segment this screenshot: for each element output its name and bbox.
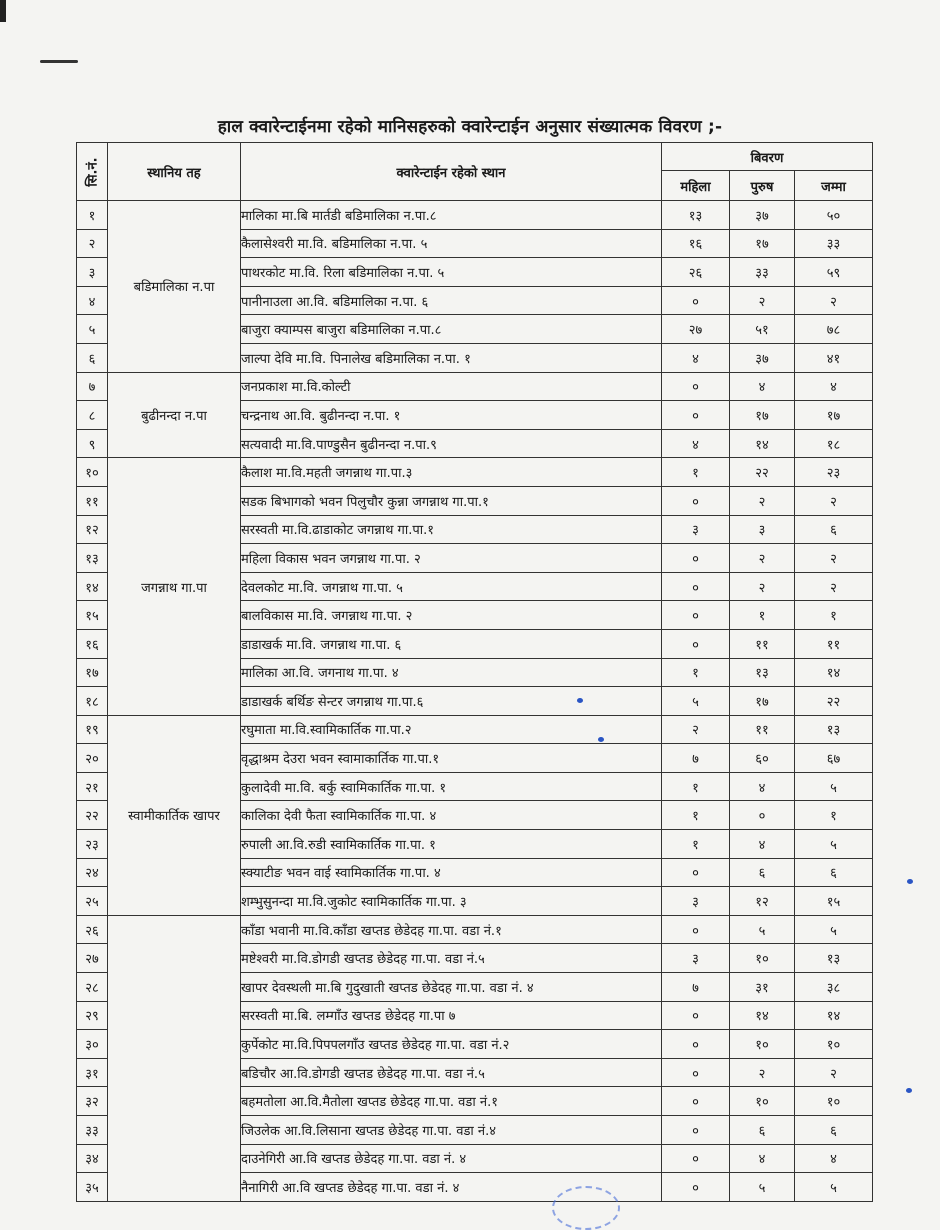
female-count: ०: [662, 1144, 730, 1173]
female-count: १: [662, 658, 730, 687]
serial-number: २९: [77, 1001, 108, 1030]
female-count: १: [662, 830, 730, 859]
female-count: ०: [662, 601, 730, 630]
quarantine-location: चन्द्रनाथ आ.वि. बुढीनन्दा न.पा. १: [241, 401, 662, 430]
local-level-cell: [108, 915, 241, 1201]
quarantine-location: डाडाखर्क मा.वि. जगन्नाथ गा.पा. ६: [241, 629, 662, 658]
female-count: ०: [662, 544, 730, 573]
quarantine-location: कुर्पेकोट मा.वि.पिपपलगाँउ खप्तड छेडेदह गा.पा. वडा नं.२: [241, 1030, 662, 1059]
female-count: ०: [662, 401, 730, 430]
total-count: ४: [795, 1144, 873, 1173]
male-count: २: [730, 486, 795, 515]
serial-number: ११: [77, 486, 108, 515]
table-row: [77, 715, 873, 744]
total-count: ५: [795, 915, 873, 944]
male-count: २: [730, 286, 795, 315]
quarantine-location: काँडा भवानी मा.वि.काँडा खप्तड छेडेदह गा.पा. वडा नं.१: [241, 915, 662, 944]
pen-mark: [907, 879, 913, 884]
serial-number: २५: [77, 887, 108, 916]
quarantine-location: सरस्वती मा.वि.ढाडाकोट जगन्नाथ गा.पा.१: [241, 515, 662, 544]
quarantine-location: जिउलेक आ.वि.लिसाना खप्तड छेडेदह गा.पा. वडा नं.४: [241, 1116, 662, 1145]
serial-number: ३०: [77, 1030, 108, 1059]
total-count: १: [795, 601, 873, 630]
total-count: ५: [795, 830, 873, 859]
male-count: १०: [730, 1087, 795, 1116]
female-count: ०: [662, 1116, 730, 1145]
female-count: २: [662, 715, 730, 744]
table-row: [77, 458, 873, 487]
serial-number: २७: [77, 944, 108, 973]
total-count: १७: [795, 401, 873, 430]
male-count: ५: [730, 1173, 795, 1202]
female-count: ०: [662, 1030, 730, 1059]
quarantine-location: पानीनाउला आ.वि. बडिमालिका न.पा. ६: [241, 286, 662, 315]
male-count: १३: [730, 658, 795, 687]
total-count: ४१: [795, 343, 873, 372]
serial-number: ८: [77, 401, 108, 430]
male-count: ४: [730, 772, 795, 801]
male-count: १०: [730, 944, 795, 973]
pen-dash-mark: [40, 60, 78, 63]
total-count: २२: [795, 687, 873, 716]
male-count: २: [730, 544, 795, 573]
serial-number: १८: [77, 687, 108, 716]
quarantine-location: रघुमाता मा.वि.स्वामिकार्तिक गा.पा.२: [241, 715, 662, 744]
location-header: क्वारेन्टाईन रहेको स्थान: [241, 143, 662, 201]
serial-number: १०: [77, 458, 108, 487]
female-count: ०: [662, 486, 730, 515]
total-count: १५: [795, 887, 873, 916]
total-count: १०: [795, 1030, 873, 1059]
total-count: ५०: [795, 201, 873, 230]
serial-number: ४: [77, 286, 108, 315]
quarantine-location: बालविकास मा.वि. जगन्नाथ गा.पा. २: [241, 601, 662, 630]
male-count: १७: [730, 687, 795, 716]
female-count: ४: [662, 343, 730, 372]
male-count: १७: [730, 229, 795, 258]
serial-number: ३: [77, 258, 108, 287]
female-count: ०: [662, 372, 730, 401]
office-stamp: [552, 1186, 620, 1230]
serial-number: १५: [77, 601, 108, 630]
serial-number: २: [77, 229, 108, 258]
quarantine-location: सडक बिभागको भवन पिलुचौर कुन्ना जगन्नाथ गा.पा.१: [241, 486, 662, 515]
total-count: ५९: [795, 258, 873, 287]
serial-number: १४: [77, 572, 108, 601]
serial-number: १: [77, 201, 108, 230]
total-count: ७८: [795, 315, 873, 344]
male-count: ४: [730, 1144, 795, 1173]
serial-number: ७: [77, 372, 108, 401]
pen-mark: [906, 1088, 912, 1093]
serial-number: २१: [77, 772, 108, 801]
local-level-cell: जगन्नाथ गा.पा: [108, 458, 241, 715]
female-count: १६: [662, 229, 730, 258]
male-count: ०: [730, 801, 795, 830]
total-count: ११: [795, 629, 873, 658]
quarantine-location: मालिका आ.वि. जगनाथ गा.पा. ४: [241, 658, 662, 687]
total-count: ५: [795, 1173, 873, 1202]
male-count: ११: [730, 715, 795, 744]
total-count: १८: [795, 429, 873, 458]
local-level-cell: स्वामीकार्तिक खापर: [108, 715, 241, 915]
total-count: ४: [795, 372, 873, 401]
male-count: ११: [730, 629, 795, 658]
page-title: हाल क्वारेन्टाईनमा रहेको मानिसहरुको क्वारेन्टाईन अनुसार संख्यात्मक विवरण ;-: [217, 117, 723, 137]
total-count: २३: [795, 458, 873, 487]
local-level-header: स्थानिय तह: [108, 143, 241, 201]
female-count: २६: [662, 258, 730, 287]
total-count: १३: [795, 715, 873, 744]
serial-number: २३: [77, 830, 108, 859]
total-count: १: [795, 801, 873, 830]
serial-number: ३२: [77, 1087, 108, 1116]
quarantine-location: सरस्वती मा.बि. लम्गाँउ खप्तड छेडेदह गा.पा ७: [241, 1001, 662, 1030]
quarantine-location: कालिका देवी फैता स्वामिकार्तिक गा.पा. ४: [241, 801, 662, 830]
total-count: १४: [795, 658, 873, 687]
total-count: ५: [795, 772, 873, 801]
local-level-cell: बुढीनन्दा न.पा: [108, 372, 241, 458]
quarantine-location: कैलासेश्वरी मा.वि. बडिमालिका न.पा. ५: [241, 229, 662, 258]
serial-number: १३: [77, 544, 108, 573]
quarantine-location: वृद्धाश्रम देउरा भवन स्वामाकार्तिक गा.पा.१: [241, 744, 662, 773]
total-count: २: [795, 544, 873, 573]
total-header: जम्मा: [795, 171, 873, 201]
total-count: २: [795, 572, 873, 601]
female-count: ०: [662, 1058, 730, 1087]
serial-number: २२: [77, 801, 108, 830]
female-count: ७: [662, 744, 730, 773]
quarantine-location: खापर देवस्थली मा.बि गुदुखाती खप्तड छेडेदह गा.पा. वडा नं. ४: [241, 973, 662, 1002]
male-count: २: [730, 1058, 795, 1087]
total-count: १०: [795, 1087, 873, 1116]
quarantine-location: बाजुरा क्याम्पस बाजुरा बडिमालिका न.पा.८: [241, 315, 662, 344]
total-count: ३३: [795, 229, 873, 258]
serial-number: १९: [77, 715, 108, 744]
female-count: ०: [662, 572, 730, 601]
total-count: ६: [795, 515, 873, 544]
female-count: ३: [662, 887, 730, 916]
table-row: [77, 372, 873, 401]
quarantine-location: रुपाली आ.वि.रुडी स्वामिकार्तिक गा.पा. १: [241, 830, 662, 859]
serial-number: २६: [77, 915, 108, 944]
quarantine-location: स्क्याटीङ भवन वाई स्वामिकार्तिक गा.पा. ४: [241, 858, 662, 887]
quarantine-location: देवलकोट मा.वि. जगन्नाथ गा.पा. ५: [241, 572, 662, 601]
female-header: महिला: [662, 171, 730, 201]
female-count: ०: [662, 286, 730, 315]
table-row: [77, 915, 873, 944]
female-count: १३: [662, 201, 730, 230]
female-count: ०: [662, 915, 730, 944]
total-count: २: [795, 1058, 873, 1087]
female-count: ०: [662, 1087, 730, 1116]
male-header: पुरुष: [730, 171, 795, 201]
female-count: ०: [662, 1001, 730, 1030]
male-count: ५: [730, 915, 795, 944]
female-count: ३: [662, 515, 730, 544]
male-count: ४: [730, 830, 795, 859]
quarantine-location: सत्यवादी मा.वि.पाण्डुसैन बुढीनन्दा न.पा.९: [241, 429, 662, 458]
male-count: ३१: [730, 973, 795, 1002]
quarantine-table: [76, 142, 873, 1202]
female-count: ५: [662, 687, 730, 716]
male-count: २२: [730, 458, 795, 487]
total-count: ६७: [795, 744, 873, 773]
female-count: ४: [662, 429, 730, 458]
quarantine-location: नैनागिरी आ.वि खप्तड छेडेदह गा.पा. वडा नं. ४: [241, 1173, 662, 1202]
total-count: २: [795, 286, 873, 315]
male-count: ६: [730, 1116, 795, 1145]
male-count: ३: [730, 515, 795, 544]
male-count: १४: [730, 1001, 795, 1030]
serial-number: ३१: [77, 1058, 108, 1087]
serial-number: ५: [77, 315, 108, 344]
serial-number: ९: [77, 429, 108, 458]
male-count: ५१: [730, 315, 795, 344]
male-count: २: [730, 572, 795, 601]
details-header: बिवरण: [662, 143, 873, 171]
male-count: ३३: [730, 258, 795, 287]
female-count: ७: [662, 973, 730, 1002]
local-level-cell: बडिमालिका न.पा: [108, 201, 241, 373]
male-count: ३७: [730, 343, 795, 372]
table-body: [77, 201, 873, 1202]
male-count: १७: [730, 401, 795, 430]
male-count: ४: [730, 372, 795, 401]
total-count: ६: [795, 1116, 873, 1145]
male-count: १२: [730, 887, 795, 916]
male-count: १: [730, 601, 795, 630]
female-count: ३: [662, 944, 730, 973]
serial-number: ६: [77, 343, 108, 372]
pen-mark: [577, 698, 583, 703]
quarantine-location: बडिचौर आ.वि.डोगडी खप्तड छेडेदह गा.पा. वडा नं.५: [241, 1058, 662, 1087]
quarantine-location: मष्टेश्वरी मा.वि.डोगडी खप्तड छेडेदह गा.पा. वडा नं.५: [241, 944, 662, 973]
quarantine-location: मालिका मा.बि मार्तडी बडिमालिका न.पा.८: [241, 201, 662, 230]
male-count: १४: [730, 429, 795, 458]
quarantine-location: बहमतोला आ.वि.मैतोला खप्तड छेडेदह गा.पा. वडा नं.१: [241, 1087, 662, 1116]
female-count: ०: [662, 1173, 730, 1202]
serial-header: सि.नं.: [77, 143, 108, 201]
serial-number: १७: [77, 658, 108, 687]
quarantine-location: शम्भुसुनन्दा मा.वि.जुकोट स्वामिकार्तिक गा.पा. ३: [241, 887, 662, 916]
quarantine-location: पाथरकोट मा.वि. रिला बडिमालिका न.पा. ५: [241, 258, 662, 287]
male-count: ३७: [730, 201, 795, 230]
quarantine-location: डाडाखर्क बर्थिङ सेन्टर जगन्नाथ गा.पा.६: [241, 687, 662, 716]
male-count: १०: [730, 1030, 795, 1059]
quarantine-location: महिला विकास भवन जगन्नाथ गा.पा. २: [241, 544, 662, 573]
male-count: ६०: [730, 744, 795, 773]
female-count: १: [662, 801, 730, 830]
pen-mark: [598, 737, 604, 742]
female-count: २७: [662, 315, 730, 344]
total-count: ३८: [795, 973, 873, 1002]
table-row: [77, 201, 873, 230]
female-count: १: [662, 458, 730, 487]
total-count: ६: [795, 858, 873, 887]
total-count: १३: [795, 944, 873, 973]
quarantine-location: जाल्पा देवि मा.वि. पिनालेख बडिमालिका न.पा. १: [241, 343, 662, 372]
serial-number: १६: [77, 629, 108, 658]
female-count: ०: [662, 858, 730, 887]
serial-number: २४: [77, 858, 108, 887]
female-count: ०: [662, 629, 730, 658]
serial-number: १२: [77, 515, 108, 544]
total-count: १४: [795, 1001, 873, 1030]
quarantine-location: जनप्रकाश मा.वि.कोल्टी: [241, 372, 662, 401]
quarantine-location: दाउनेगिरी आ.वि खप्तड छेडेदह गा.पा. वडा नं. ४: [241, 1144, 662, 1173]
quarantine-location: कैलाश मा.वि.महती जगन्नाथ गा.पा.३: [241, 458, 662, 487]
serial-number: २०: [77, 744, 108, 773]
serial-number: ३५: [77, 1173, 108, 1202]
quarantine-location: कुलादेवी मा.वि. बर्कु स्वामिकार्तिक गा.पा. १: [241, 772, 662, 801]
total-count: २: [795, 486, 873, 515]
serial-number: ३४: [77, 1144, 108, 1173]
serial-number: ३३: [77, 1116, 108, 1145]
scan-corner-mark: [0, 0, 6, 22]
male-count: ६: [730, 858, 795, 887]
female-count: १: [662, 772, 730, 801]
serial-number: २८: [77, 973, 108, 1002]
